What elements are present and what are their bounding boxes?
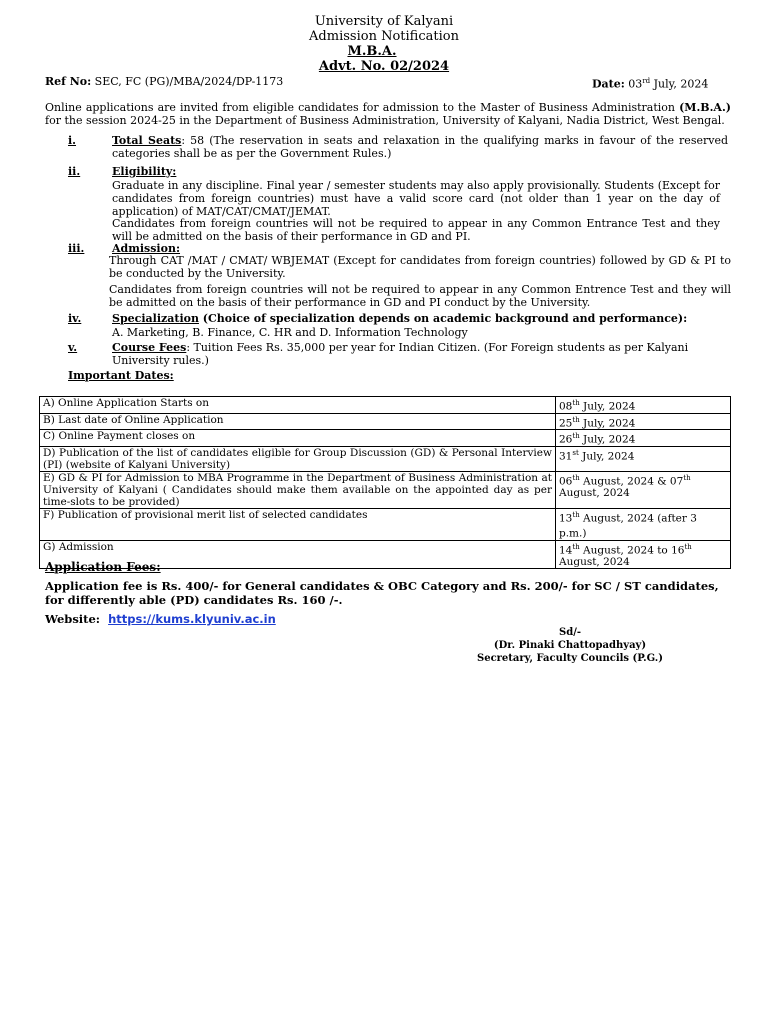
- date-part-d1: 06: [559, 475, 573, 487]
- date-part-s1: th: [572, 473, 580, 482]
- date-part-r1: July, 2024: [578, 450, 635, 462]
- admission-paragraph-2: Candidates from foreign countries will not be required to appear in any Common Entrence Test and they will be admitted on the basis of their performance in GD and PI conduct by the University.: [109, 283, 731, 309]
- date-cell: [556, 540, 731, 569]
- university-name: University of Kalyani: [314, 14, 454, 29]
- date-part-d1: 14: [559, 544, 573, 556]
- total-seats-title: Total Seats: [112, 134, 182, 147]
- section-number-iii: iii.: [68, 242, 85, 255]
- notice-type: Admission Notification: [309, 29, 459, 44]
- section-number-i: i.: [68, 134, 77, 147]
- notice-date: [592, 75, 708, 91]
- section-number-ii: ii.: [68, 165, 81, 178]
- intro-text-a: Online applications are invited from eligible candidates for admission to the Master of Business Administration: [45, 101, 680, 114]
- date-part-d1: 26: [559, 433, 573, 446]
- table-row: [40, 471, 731, 508]
- event-cell: B) Last date of Online Application: [40, 413, 556, 430]
- date-cell: [556, 446, 731, 471]
- website-label: Website:: [45, 612, 101, 626]
- signatory-designation: Secretary, Faculty Councils (P.G.): [476, 653, 664, 664]
- eligibility-paragraph-1: Graduate in any discipline. Final year / semester students may also apply provisionally. Students (Except for candidates from foreign countries) must have a valid score card (not older than 1 year on the day of application) of MAT/CAT/CMAT/JEMAT.: [112, 179, 720, 218]
- date-part-s2: th: [684, 542, 692, 551]
- date-part-d1: 08: [559, 400, 573, 413]
- date-part-d1: 25: [559, 417, 573, 429]
- date-part-r1: July, 2024: [579, 433, 636, 446]
- date-part-d1: 13: [559, 512, 573, 524]
- course-fees-title: Course Fees: [112, 341, 187, 354]
- table-row: [40, 397, 731, 414]
- specialization-heading: [112, 312, 687, 325]
- specialization-title: Specialization: [112, 312, 199, 325]
- ref-label: Ref No:: [45, 75, 92, 88]
- date-cell: [556, 397, 731, 414]
- date-cell: [556, 413, 731, 430]
- date-part-r1: August, 2024 to 16: [579, 544, 685, 556]
- course-fees-section: [112, 341, 734, 367]
- section-number-v: v.: [68, 341, 78, 354]
- website-link[interactable]: https://kums.klyuniv.ac.in: [108, 612, 276, 626]
- application-fees-text: Application fee is Rs. 400/- for General candidates & OBC Category and Rs. 200/- for SC / ST candidates, for differently able (PD) candidates Rs. 160 /-.: [45, 579, 719, 607]
- date-part-s1: th: [572, 432, 580, 440]
- date-part-s1: th: [572, 510, 580, 519]
- table-row: [40, 413, 731, 430]
- table-row: [40, 446, 731, 471]
- application-fees-title: Application Fees:: [45, 560, 161, 574]
- date-part-r1: August, 2024 (after 3 p.m.): [559, 512, 697, 540]
- intro-text-b: for the session 2024-25 in the Department of Business Administration, University of Kalyani, Nadia District, West Bengal.: [45, 114, 725, 127]
- date-label: Date:: [592, 77, 625, 91]
- eligibility-paragraph-2: Candidates from foreign countries will not be required to appear in any Common Entrance Test and they will be admitted on the basis of their performance in GD and PI.: [112, 217, 720, 243]
- date-part-d1: 31: [559, 450, 573, 462]
- date-suffix: rd: [642, 77, 651, 85]
- date-cell: [556, 430, 731, 447]
- eligibility-title: Eligibility:: [112, 165, 177, 178]
- ref-number: [45, 75, 283, 88]
- date-day: 03: [624, 77, 643, 91]
- signature-block: [470, 626, 670, 665]
- advertisement-number: Advt. No. 02/2024: [318, 59, 450, 74]
- table-row: [40, 508, 731, 540]
- signatory-name: (Dr. Pinaki Chattopadhyay): [493, 640, 647, 651]
- event-cell: C) Online Payment closes on: [40, 430, 556, 447]
- section-number-iv: iv.: [68, 312, 82, 325]
- event-cell: D) Publication of the list of candidates eligible for Group Discussion (GD) & Personal Interview (PI) (website of Kalyani University): [40, 446, 556, 471]
- total-seats-text: : 58 (The reservation in seats and relaxation in the qualifying marks in favour of the reserved categories shall be as per the Government Rules.): [112, 134, 728, 160]
- event-cell: G) Admission: [40, 540, 556, 569]
- date-part-s2: th: [683, 473, 691, 482]
- specialization-options: A. Marketing, B. Finance, C. HR and D. Information Technology: [112, 326, 468, 339]
- date-part-s1: st: [572, 448, 579, 457]
- course-fees-text: : Tuition Fees Rs. 35,000 per year for Indian Citizen. (For Foreign students as per Kalyani University rules.): [112, 341, 689, 367]
- date-part-s1: th: [572, 542, 580, 551]
- total-seats-section: [112, 134, 728, 160]
- date-part-r1: July, 2024: [579, 400, 636, 413]
- ref-value: SEC, FC (PG)/MBA/2024/DP-1173: [91, 75, 284, 88]
- important-dates-title: Important Dates:: [68, 369, 174, 382]
- date-part-r2: August, 2024: [559, 487, 630, 499]
- specialization-title-rest: (Choice of specialization depends on academic background and performance):: [198, 312, 688, 325]
- intro-program-abbr: (M.B.A.): [679, 101, 731, 114]
- important-dates-table: [39, 396, 731, 569]
- intro-paragraph: [45, 101, 731, 127]
- website-line: [45, 613, 276, 626]
- event-cell: A) Online Application Starts on: [40, 397, 556, 414]
- admission-paragraph-1: Through CAT /MAT / CMAT/ WBJEMAT (Except for candidates from foreign countries) followed by GD & PI to be conducted by the University.: [109, 254, 731, 280]
- table-row: [40, 430, 731, 447]
- date-part-r1: August, 2024 & 07: [579, 475, 684, 487]
- date-rest: July, 2024: [650, 77, 709, 91]
- program-title: M.B.A.: [347, 44, 397, 59]
- date-part-r2: August, 2024: [559, 556, 630, 568]
- admission-title: Admission:: [112, 242, 181, 255]
- event-cell: F) Publication of provisional merit list of selected candidates: [40, 508, 556, 540]
- date-cell: [556, 508, 731, 540]
- event-cell: E) GD & PI for Admission to MBA Programme in the Department of Business Administration at University of Kalyani ( Candidates should make them available on the appointed day as per time-slots to be provided): [40, 471, 556, 508]
- date-part-s1: th: [572, 415, 580, 424]
- date-part-r1: July, 2024: [579, 417, 636, 429]
- date-cell: [556, 471, 731, 508]
- signature-sd: Sd/-: [558, 627, 582, 638]
- date-part-s1: th: [572, 399, 580, 407]
